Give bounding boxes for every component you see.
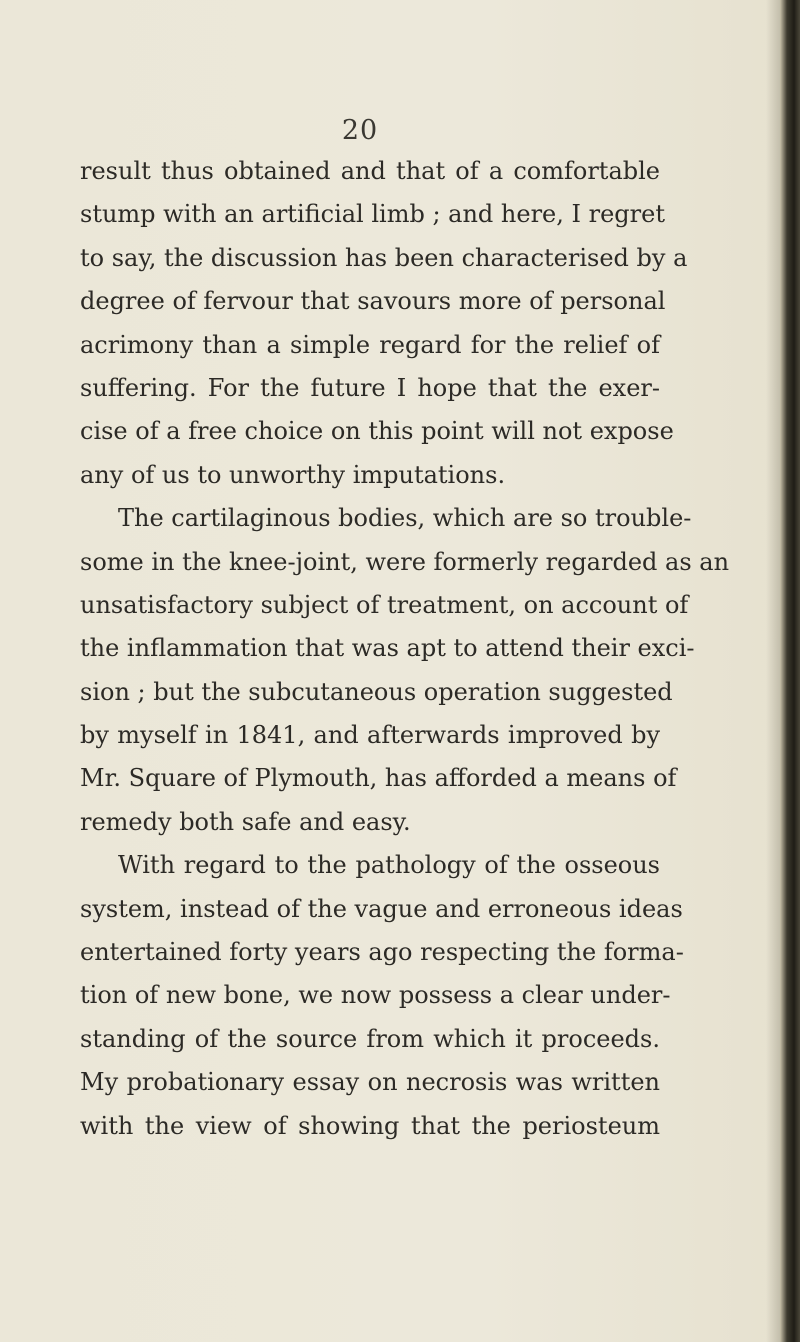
text-line: suffering. For the future I hope that the exer-	[80, 373, 660, 402]
text-line: standing of the source from which it proceeds.	[80, 1024, 660, 1053]
text-line: result thus obtained and that of a comfortable	[80, 157, 660, 185]
book-binding-edge	[780, 0, 800, 1342]
text-line: sion ; but the subcutaneous operation suggested	[80, 677, 673, 706]
text-line: by myself in 1841, and afterwards improved by	[80, 721, 660, 750]
text-line: some in the knee-joint, were formerly regarded as an	[80, 547, 730, 576]
text-line: acrimony than a simple regard for the relief of	[80, 330, 660, 359]
text-line: cise of a free choice on this point will not expose	[80, 417, 674, 446]
text-line: unsatisfactory subject of treatment, on account of	[80, 590, 689, 619]
text-line: any of us to unworthy imputations.	[80, 460, 506, 489]
text-line: to say, the discussion has been characterised by a	[80, 243, 688, 272]
text-line: the inflammation that was apt to attend their exci-	[80, 634, 695, 663]
text-line: The cartilaginous bodies, which are so trouble-	[118, 504, 692, 533]
text-line: remedy both safe and easy.	[80, 807, 411, 836]
page-number: 20	[341, 115, 379, 146]
text-line: entertained forty years ago respecting the forma-	[80, 938, 684, 967]
text-line: stump with an artificial limb ; and here, I regret	[80, 200, 665, 229]
text-line: Mr. Square of Plymouth, has afforded a means of	[80, 764, 677, 793]
text-line: With regard to the pathology of the osseous	[118, 851, 660, 880]
text-line: with the view of showing that the periosteum	[80, 1111, 660, 1140]
text-line: tion of new bone, we now possess a clear under-	[80, 981, 671, 1010]
text-line: My probationary essay on necrosis was written	[80, 1068, 660, 1097]
binding-shadow	[766, 0, 780, 1342]
text-line: degree of fervour that savours more of personal	[80, 287, 666, 316]
text-line: system, instead of the vague and erroneous ideas	[80, 894, 683, 923]
body-text	[80, 150, 730, 1148]
